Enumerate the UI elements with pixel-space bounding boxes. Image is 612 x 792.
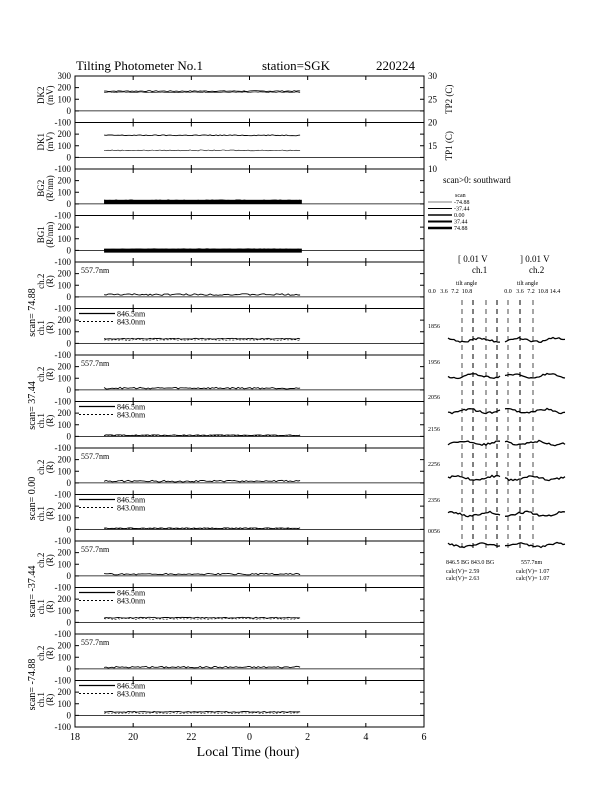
y-tick-label: 0 [66, 245, 71, 256]
panel-unit: (R) [45, 507, 55, 520]
calc-ch1: calc(V)= 2.63 [446, 576, 480, 582]
scan-group-label: scan= 0.00 [27, 476, 38, 521]
y-tick-label: 0 [66, 198, 71, 209]
y-tick-label: 200 [57, 315, 71, 326]
panel-unit: (R) [45, 368, 55, 381]
y-tick-label: 100 [57, 698, 71, 709]
scan-group-label: scan= -37.44 [27, 565, 38, 618]
right-side-annotations [428, 71, 565, 582]
spectra-bottom-ch2: 557.7nm [521, 560, 543, 566]
y-tick-label: 0 [66, 431, 71, 442]
panel-label: ch.1 [36, 692, 46, 708]
tilt-tick: 0.0 [504, 289, 512, 295]
tilt-spectrum-curve [448, 338, 500, 342]
scan-legend-value: -37.44 [454, 206, 470, 213]
wavelength-label: 557.7nm [81, 452, 110, 461]
panel-label: ch.1 [36, 320, 46, 336]
row-time-label: 0056 [428, 529, 440, 535]
x-tick-label: 0 [247, 732, 252, 743]
data-series-line [104, 387, 300, 389]
panel-unit: (R) [45, 275, 55, 288]
temp-tick-label: 10 [428, 164, 437, 174]
data-series-line [104, 617, 300, 618]
panel-unit: (R) [45, 321, 55, 334]
temp-axis-label: TP2 (C) [444, 84, 454, 114]
data-band [104, 200, 302, 204]
row-time-label: 2356 [428, 498, 440, 504]
y-tick-label: 100 [57, 280, 71, 291]
x-tick-label: 6 [421, 732, 427, 743]
scan-legend-value: -74.88 [454, 200, 470, 206]
tilt-spectrum-curve [505, 476, 565, 481]
y-tick-label: 0 [66, 617, 71, 628]
scan-legend-value: 0.00 [454, 213, 465, 219]
data-series-line [104, 713, 300, 714]
panel-unit: (R) [45, 414, 55, 427]
y-tick-label: -100 [54, 582, 71, 593]
panel-label: DK1 [36, 133, 46, 151]
x-tick-label: 20 [128, 732, 139, 743]
y-tick-label: 200 [57, 129, 71, 140]
wavelength-label: 557.7nm [81, 545, 110, 554]
panel-label: BG2 [36, 179, 46, 197]
y-tick-label: -100 [54, 536, 71, 546]
panel-unit: (R) [45, 693, 55, 706]
panel-frame [75, 169, 424, 216]
y-tick-label: 0 [66, 384, 71, 395]
panel-frame [75, 634, 424, 681]
y-tick-label: 200 [57, 501, 71, 512]
y-tick-label: 200 [57, 408, 71, 419]
temp-tick-label: 25 [428, 94, 437, 105]
date-label: 220224 [376, 58, 415, 73]
tilt-tick: 14.4 [549, 289, 561, 295]
y-tick-label: 200 [57, 268, 71, 279]
y-tick-label: -100 [54, 303, 71, 314]
y-tick-label: 300 [57, 71, 71, 81]
panel-frame [75, 123, 424, 170]
panel-unit: (R) [45, 554, 55, 567]
y-tick-label: 0 [66, 524, 71, 535]
x-tick-label: 4 [363, 732, 369, 743]
legend-label: 846.5nm [117, 588, 146, 598]
panel-label: ch.1 [36, 599, 46, 615]
y-tick-label: -100 [54, 350, 71, 360]
y-tick-label: 0 [66, 105, 71, 116]
panel-label: ch.1 [36, 506, 46, 522]
data-band [104, 249, 302, 253]
calc-ch1: calc(V)= 2.59 [446, 569, 480, 575]
ch2-scale: ] 0.01 V [520, 254, 550, 264]
y-tick-label: 200 [57, 175, 71, 186]
station-label: station=SGK [262, 58, 331, 73]
row-time-label: 2056 [428, 395, 440, 401]
row-time-label: 1856 [428, 324, 440, 330]
y-tick-label: 200 [57, 687, 71, 698]
panel-unit: (mV) [45, 132, 55, 152]
y-tick-label: 200 [57, 547, 71, 558]
tilt-spectrum-curve [448, 374, 500, 379]
panel-label: ch.2 [36, 552, 46, 568]
tilt-spectrum-curve [505, 408, 565, 413]
x-tick-label: 2 [305, 732, 311, 743]
x-tick-label: 22 [186, 732, 197, 743]
y-tick-label: 100 [57, 605, 71, 616]
y-tick-label: 200 [57, 454, 71, 465]
y-tick-label: 100 [57, 140, 71, 151]
y-tick-label: 100 [57, 419, 71, 430]
y-tick-label: -100 [54, 629, 71, 639]
legend-label: 843.0nm [117, 689, 146, 699]
y-tick-label: 100 [57, 187, 71, 198]
panel-label: ch.2 [36, 366, 46, 382]
y-tick-label: -100 [54, 210, 71, 221]
data-series-line [104, 711, 300, 712]
panel-frame [75, 541, 424, 588]
y-tick-label: 100 [57, 559, 71, 570]
row-time-label: 2256 [428, 462, 440, 468]
panel-frame [75, 448, 424, 495]
tilt-spectrum-curve [448, 543, 500, 548]
data-series-line [104, 338, 300, 339]
tilt-spectrum-curve [505, 338, 565, 343]
panel-unit: (R/nm) [45, 221, 55, 248]
legend-label: 846.5nm [117, 402, 146, 412]
scan-group-label: scan= 37.44 [27, 381, 38, 430]
tilt-tick: 10.8 [537, 289, 549, 295]
data-series-line [104, 294, 300, 296]
ch1-scale: [ 0.01 V [458, 254, 488, 264]
y-tick-label: 0 [66, 338, 71, 349]
tilt-tick: 3.6 [440, 289, 448, 295]
tilt-spectrum-curve [448, 475, 500, 480]
time-series-panels [27, 71, 427, 743]
legend-label: 846.5nm [117, 681, 146, 691]
wavelength-label: 557.7nm [81, 359, 110, 368]
x-axis-label: Local Time (hour) [196, 745, 300, 760]
panel-unit: (mV) [45, 85, 55, 105]
tilt-spectrum-curve [505, 511, 565, 516]
panel-frame [75, 216, 424, 263]
panel-label: ch.2 [36, 459, 46, 475]
ch1-label: ch.1 [472, 265, 488, 275]
temp-tick-label: 30 [428, 71, 437, 81]
x-tick-label: 18 [70, 732, 80, 743]
legend-label: 843.0nm [117, 317, 146, 327]
legend-label: 846.5nm [117, 495, 146, 505]
panel-label: ch.2 [36, 645, 46, 661]
scan-legend-value: 74.88 [454, 226, 468, 232]
scan-group-label: scan= -74.88 [27, 658, 38, 711]
y-tick-label: 200 [57, 640, 71, 651]
legend-label: 843.0nm [117, 410, 146, 420]
panel-label: ch.2 [36, 273, 46, 289]
data-series-line [104, 92, 300, 93]
y-tick-label: -100 [54, 257, 71, 267]
data-series-line [104, 150, 300, 151]
tilt-label-ch2: tilt angle [517, 281, 539, 287]
data-series-line [104, 666, 300, 668]
legend-label: 846.5nm [117, 309, 146, 319]
y-tick-label: 200 [57, 361, 71, 372]
tilt-tick: 3.6 [516, 289, 524, 295]
panel-frame [75, 262, 424, 309]
y-tick-label: 0 [66, 152, 71, 163]
y-tick-label: 100 [57, 326, 71, 337]
panel-unit: (R) [45, 600, 55, 613]
y-tick-label: 100 [57, 233, 71, 244]
y-tick-label: 0 [66, 710, 71, 721]
data-series-line [104, 573, 300, 575]
row-time-label: 2156 [428, 427, 440, 433]
wavelength-label: 557.7nm [81, 638, 110, 647]
y-tick-label: -100 [54, 722, 71, 732]
tilt-spectrum-curve [505, 543, 565, 548]
tilt-spectrum-curve [448, 441, 500, 445]
y-tick-label: 100 [57, 466, 71, 477]
y-tick-label: 100 [57, 94, 71, 105]
panel-unit: (R) [45, 647, 55, 660]
temp-axis-label: TP1 (C) [444, 131, 454, 161]
temp-tick-label: 20 [428, 117, 437, 128]
tilt-tick: 0.0 [428, 289, 436, 295]
panel-frame [75, 76, 424, 123]
calc-ch2: calc(V)= 1.07 [516, 576, 550, 582]
panel-frame [75, 355, 424, 402]
tilt-spectrum-curve [448, 409, 500, 414]
y-tick-label: -100 [54, 164, 71, 174]
y-tick-label: -100 [54, 489, 71, 500]
y-tick-label: 0 [66, 477, 71, 488]
y-tick-label: 200 [57, 82, 71, 93]
y-tick-label: -100 [54, 117, 71, 128]
tilt-spectrum-curve [505, 374, 565, 379]
calc-ch2: calc(V)= 1.07 [516, 569, 550, 575]
panel-unit: (R) [45, 461, 55, 474]
y-tick-label: 100 [57, 512, 71, 523]
y-tick-label: 200 [57, 594, 71, 605]
y-tick-label: -100 [54, 443, 71, 453]
scan-legend-value: 37.44 [454, 219, 468, 226]
ch2-label: ch.2 [529, 265, 545, 275]
legend-label: 843.0nm [117, 596, 146, 606]
tilt-spectrum-curve [448, 511, 500, 516]
panel-label: DK2 [36, 86, 46, 104]
data-series-line [104, 135, 300, 136]
wavelength-label: 557.7nm [81, 266, 110, 275]
row-time-label: 1956 [428, 360, 440, 366]
y-tick-label: 100 [57, 373, 71, 384]
tilt-tick: 7.2 [527, 289, 535, 295]
data-series-line [104, 339, 300, 340]
tilt-label-ch1: tilt angle [456, 281, 478, 287]
scan-legend-title: scan>0: southward [443, 175, 511, 185]
temp-tick-label: 15 [428, 140, 437, 151]
tilt-tick: 7.2 [451, 289, 459, 295]
spectra-bottom-ch1: 846.5 BG 843.0 BG [446, 560, 495, 566]
y-tick-label: -100 [54, 396, 71, 407]
y-tick-label: 100 [57, 652, 71, 663]
panel-label: ch.1 [36, 413, 46, 429]
scan-group-label: scan= 74.88 [27, 288, 38, 337]
figure-title: Tilting Photometer No.1 [76, 58, 204, 73]
y-tick-label: 200 [57, 222, 71, 233]
tilt-tick: 10.8 [461, 289, 473, 295]
data-series-line [104, 480, 300, 482]
legend-label: 843.0nm [117, 503, 146, 513]
y-tick-label: 0 [66, 570, 71, 581]
panel-label: BG1 [36, 226, 46, 244]
y-tick-label: 0 [66, 663, 71, 674]
tilt-spectrum-curve [505, 440, 565, 445]
panel-unit: (R/nm) [45, 175, 55, 202]
data-series-line [104, 91, 300, 92]
y-tick-label: 0 [66, 291, 71, 302]
scan-legend-header: scan [455, 193, 466, 199]
y-tick-label: -100 [54, 675, 71, 686]
